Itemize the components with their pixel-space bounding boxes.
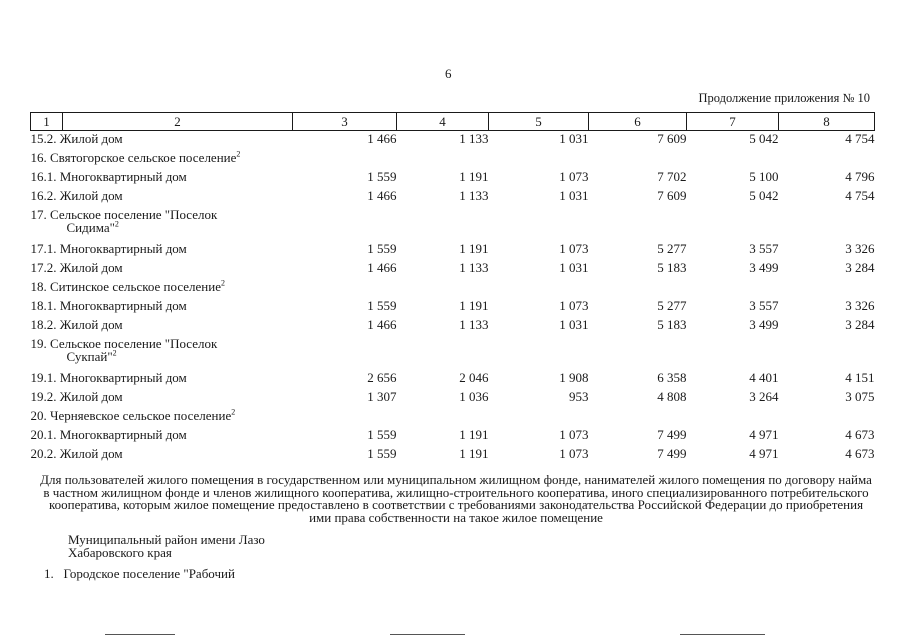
scan-edge-marks bbox=[0, 630, 906, 640]
value-cell: 1 559 bbox=[367, 168, 397, 184]
value-cell: 1 559 bbox=[367, 297, 397, 313]
row-number: 16.1. bbox=[30, 168, 57, 184]
value-cell: 1 031 bbox=[559, 131, 589, 146]
section-row bbox=[31, 150, 875, 169]
row-text: Жилой дом bbox=[59, 388, 123, 404]
section-number: 20. bbox=[30, 407, 47, 423]
value-cell: 3 264 bbox=[749, 388, 779, 404]
row-text: Многоквартирный дом bbox=[59, 168, 187, 184]
page-number: 6 bbox=[445, 66, 452, 81]
value-cell: 1 307 bbox=[367, 388, 397, 404]
district-line: Хабаровского края bbox=[68, 545, 172, 560]
row-label bbox=[31, 131, 293, 150]
value-cell: 1 559 bbox=[367, 240, 397, 256]
row-text: Жилой дом bbox=[59, 259, 123, 275]
value-cell: 3 499 bbox=[749, 316, 779, 332]
value-cell: 1 036 bbox=[459, 388, 489, 404]
value-cell: 7 609 bbox=[657, 187, 687, 203]
row-label bbox=[31, 188, 293, 207]
section-label bbox=[31, 336, 875, 370]
next-section-item bbox=[44, 566, 235, 582]
value-cell: 7 499 bbox=[657, 445, 687, 461]
table-body bbox=[31, 131, 875, 465]
value-cell: 1 559 bbox=[367, 445, 397, 461]
section-number: 19. bbox=[30, 335, 47, 351]
value-cell: 953 bbox=[569, 388, 589, 404]
section-text-continued bbox=[31, 348, 875, 364]
value-cell: 1 559 bbox=[367, 426, 397, 442]
row-label bbox=[31, 241, 293, 260]
row-number: 19.1. bbox=[30, 369, 57, 385]
value-cell: 3 557 bbox=[749, 240, 779, 256]
table-row bbox=[31, 317, 875, 336]
value-cell: 4 401 bbox=[749, 369, 779, 385]
row-label bbox=[31, 169, 293, 188]
section-label bbox=[31, 150, 875, 169]
row-number: 17.2. bbox=[30, 259, 57, 275]
value-cell: 1 133 bbox=[459, 187, 489, 203]
value-cell: 7 499 bbox=[657, 426, 687, 442]
table-row bbox=[31, 446, 875, 465]
value-cell: 1 466 bbox=[367, 131, 397, 146]
section-number: 17. bbox=[30, 206, 47, 222]
value-cell: 5 277 bbox=[657, 297, 687, 313]
tariff-table bbox=[30, 112, 875, 465]
section-text: Сельское поселение "Поселок bbox=[50, 206, 218, 222]
header-cell: 6 bbox=[589, 113, 687, 131]
value-cell: 1 191 bbox=[459, 240, 489, 256]
footnote-mark: 2 bbox=[112, 348, 117, 358]
value-cell: 5 042 bbox=[749, 131, 779, 146]
value-cell: 3 326 bbox=[845, 297, 875, 313]
value-cell: 1 133 bbox=[459, 316, 489, 332]
section-text-continued bbox=[31, 219, 875, 235]
table-header-row bbox=[31, 113, 875, 131]
section-text: Сельское поселение "Поселок bbox=[50, 335, 218, 351]
value-cell: 1 191 bbox=[459, 168, 489, 184]
value-cell: 1 191 bbox=[459, 297, 489, 313]
value-cell: 1 031 bbox=[559, 316, 589, 332]
value-cell: 1 073 bbox=[559, 297, 589, 313]
value-cell: 1 133 bbox=[459, 259, 489, 275]
header-cell: 4 bbox=[397, 113, 489, 131]
value-cell: 3 557 bbox=[749, 297, 779, 313]
section-label bbox=[31, 408, 875, 427]
value-cell: 1 073 bbox=[559, 240, 589, 256]
value-cell: 5 183 bbox=[657, 259, 687, 275]
value-cell: 1 073 bbox=[559, 426, 589, 442]
district-line: Муниципальный район имени Лазо bbox=[68, 532, 265, 547]
row-text: Жилой дом bbox=[59, 187, 123, 203]
section-label: Городское поселение "Рабочий bbox=[63, 566, 235, 581]
table-row bbox=[31, 241, 875, 260]
section-row bbox=[31, 408, 875, 427]
row-label bbox=[31, 260, 293, 279]
table-row bbox=[31, 131, 875, 150]
header-cell: 7 bbox=[687, 113, 779, 131]
value-cell: 3 284 bbox=[845, 316, 875, 332]
row-text: Многоквартирный дом bbox=[59, 297, 187, 313]
row-label bbox=[31, 446, 293, 465]
section-label bbox=[31, 279, 875, 298]
row-number: 20.1. bbox=[30, 426, 57, 442]
section-text-line2: Сидима" bbox=[66, 219, 115, 235]
row-text: Жилой дом bbox=[59, 131, 123, 146]
row-label bbox=[31, 317, 293, 336]
value-cell: 3 075 bbox=[845, 388, 875, 404]
table-row bbox=[31, 260, 875, 279]
header-cell: 8 bbox=[779, 113, 875, 131]
header-cell: 3 bbox=[293, 113, 397, 131]
row-text: Жилой дом bbox=[59, 445, 123, 461]
row-number: 20.2. bbox=[30, 445, 57, 461]
row-number: 17.1. bbox=[30, 240, 57, 256]
value-cell: 1 191 bbox=[459, 426, 489, 442]
value-cell: 6 358 bbox=[657, 369, 687, 385]
row-number: 18.2. bbox=[30, 316, 57, 332]
section-text: Черняевское сельское поселение bbox=[50, 407, 232, 423]
value-cell: 4 754 bbox=[845, 131, 875, 146]
value-cell: 5 042 bbox=[749, 187, 779, 203]
value-cell: 2 046 bbox=[459, 369, 489, 385]
section-text-line2: Сукпай" bbox=[66, 348, 113, 364]
value-cell: 4 151 bbox=[845, 369, 875, 385]
table-row bbox=[31, 370, 875, 389]
value-cell: 3 499 bbox=[749, 259, 779, 275]
section-text: Святогорское сельское поселение bbox=[50, 149, 237, 165]
footnote-mark: 2 bbox=[231, 407, 236, 417]
section-number: 1. bbox=[44, 566, 54, 581]
continuation-label: Продолжение приложения № 10 bbox=[698, 91, 870, 105]
value-cell: 1 466 bbox=[367, 259, 397, 275]
value-cell: 1 133 bbox=[459, 131, 489, 146]
row-number: 18.1. bbox=[30, 297, 57, 313]
value-cell: 1 466 bbox=[367, 316, 397, 332]
value-cell: 7 609 bbox=[657, 131, 687, 146]
value-cell: 1 908 bbox=[559, 369, 589, 385]
section-row bbox=[31, 207, 875, 241]
value-cell: 1 031 bbox=[559, 259, 589, 275]
header-cell: 5 bbox=[489, 113, 589, 131]
value-cell: 3 284 bbox=[845, 259, 875, 275]
row-label bbox=[31, 370, 293, 389]
value-cell: 4 673 bbox=[845, 426, 875, 442]
row-number: 16.2. bbox=[30, 187, 57, 203]
value-cell: 7 702 bbox=[657, 168, 687, 184]
value-cell: 4 808 bbox=[657, 388, 687, 404]
footnote-paragraph: Для пользователей жилого помещения в государственном или муниципальном жилищном фонде, нанимателей жилого помещения по договору найма в частном жилищном фонде и членов жилищного кооператива, жилищно-строительного кооператива, иного специализированного потребительского кооператива, которым жилое помещение предоставлено в соответствии с требованиями законодательства Российской Федерации до приобретения ими права собственности на такое жилое помещение bbox=[40, 472, 872, 525]
value-cell: 1 191 bbox=[459, 445, 489, 461]
table-row bbox=[31, 188, 875, 207]
value-cell: 4 796 bbox=[845, 168, 875, 184]
row-label bbox=[31, 298, 293, 317]
value-cell: 2 656 bbox=[367, 369, 397, 385]
section-row bbox=[31, 279, 875, 298]
section-number: 18. bbox=[30, 278, 47, 294]
section-row bbox=[31, 336, 875, 370]
table-row bbox=[31, 389, 875, 408]
row-text: Многоквартирный дом bbox=[59, 369, 187, 385]
value-cell: 1 466 bbox=[367, 187, 397, 203]
row-label bbox=[31, 427, 293, 446]
value-cell: 1 031 bbox=[559, 187, 589, 203]
footnote-mark: 2 bbox=[114, 219, 119, 229]
value-cell: 3 326 bbox=[845, 240, 875, 256]
value-cell: 5 183 bbox=[657, 316, 687, 332]
value-cell: 4 971 bbox=[749, 426, 779, 442]
value-cell: 1 073 bbox=[559, 168, 589, 184]
value-cell: 5 100 bbox=[749, 168, 779, 184]
footnote-mark: 2 bbox=[220, 278, 225, 288]
district-heading bbox=[68, 533, 265, 559]
row-text: Многоквартирный дом bbox=[59, 426, 187, 442]
value-cell: 4 673 bbox=[845, 445, 875, 461]
row-text: Жилой дом bbox=[59, 316, 123, 332]
value-cell: 4 971 bbox=[749, 445, 779, 461]
value-cell: 5 277 bbox=[657, 240, 687, 256]
header-cell: 2 bbox=[63, 113, 293, 131]
value-cell: 1 073 bbox=[559, 445, 589, 461]
section-text: Ситинское сельское поселение bbox=[50, 278, 221, 294]
section-number: 16. bbox=[30, 149, 47, 165]
row-text: Многоквартирный дом bbox=[59, 240, 187, 256]
table-row bbox=[31, 427, 875, 446]
footnote-mark: 2 bbox=[236, 149, 241, 159]
section-label bbox=[31, 207, 875, 241]
header-cell: 1 bbox=[31, 113, 63, 131]
table-row bbox=[31, 298, 875, 317]
value-cell: 4 754 bbox=[845, 187, 875, 203]
row-number: 19.2. bbox=[30, 388, 57, 404]
row-number: 15.2. bbox=[30, 131, 57, 146]
row-label bbox=[31, 389, 293, 408]
table-row bbox=[31, 169, 875, 188]
